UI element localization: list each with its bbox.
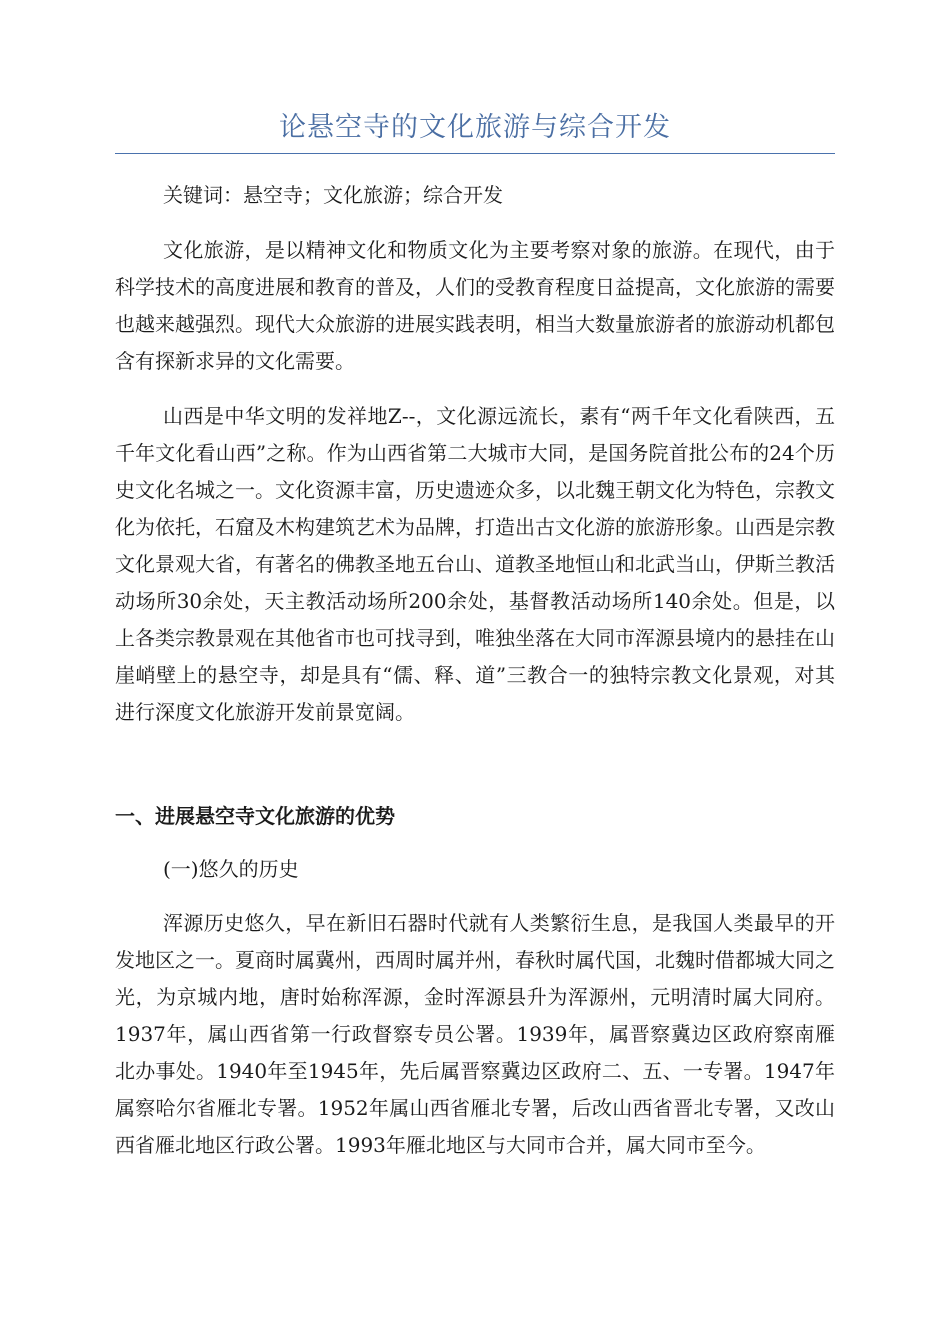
intro-paragraph: 文化旅游，是以精神文化和物质文化为主要考察对象的旅游。在现代，由于科学技术的高度进展和教育的普及，人们的受教育程度日益提高，文化旅游的需要也越来越强烈。现代大众旅游的进展实践表明，相当大数量旅游者的旅游动机都包含有探新求异的文化需要。	[115, 238, 835, 373]
shanxi-paragraph: 山西是中华文明的发祥地Z--，文化源远流长，素有“两千年文化看陕西，五千年文化看山西”之称。作为山西省第二大城市大同，是国务院首批公布的24个历史文化名城之一。文化资源丰富，历史遗迹众多，以北魏王朝文化为特色，宗教文化为依托，石窟及木构建筑艺术为品牌，打造出古文化游的旅游形象。山西是宗教文化景观大省，有著名的佛教圣地五台山、道教圣地恒山和北武当山，伊斯兰教活动场所30余处，天主教活动场所200余处，基督教活动场所140余处。但是，以上各类宗教景观在其他省市也可找寻到，唯独坐落在大同市浑源县境内的悬挂在山崖峭壁上的悬空寺，却是具有“儒、释、道”三教合一的独特宗教文化景观，对其进行深度文化旅游开发前景宽阔。	[115, 404, 835, 724]
section-heading: 一、进展悬空寺文化旅游的优势	[115, 804, 395, 828]
title-underline	[115, 153, 835, 154]
keywords-line: 关键词：悬空寺；文化旅游；综合开发	[163, 183, 503, 207]
history-paragraph: 浑源历史悠久，早在新旧石器时代就有人类繁衍生息，是我国人类最早的开发地区之一。夏商时属冀州，西周时属并州，春秋时属代国，北魏时借都城大同之光，为京城内地，唐时始称浑源，金时浑源县升为浑源州，元明清时属大同府。1937年，属山西省第一行政督察专员公署。1939年，属晋察冀边区政府察南雁北办事处。1940年至1945年，先后属晋察冀边区政府二、五、一专署。1947年属察哈尔省雁北专署。1952年属山西省雁北专署，后改山西省晋北专署，又改山西省雁北地区行政公署。1993年雁北地区与大同市合并，属大同市至今。	[115, 911, 835, 1157]
document-title: 论悬空寺的文化旅游与综合开发	[279, 112, 671, 143]
subsection-heading: (一)悠久的历史	[163, 857, 299, 881]
